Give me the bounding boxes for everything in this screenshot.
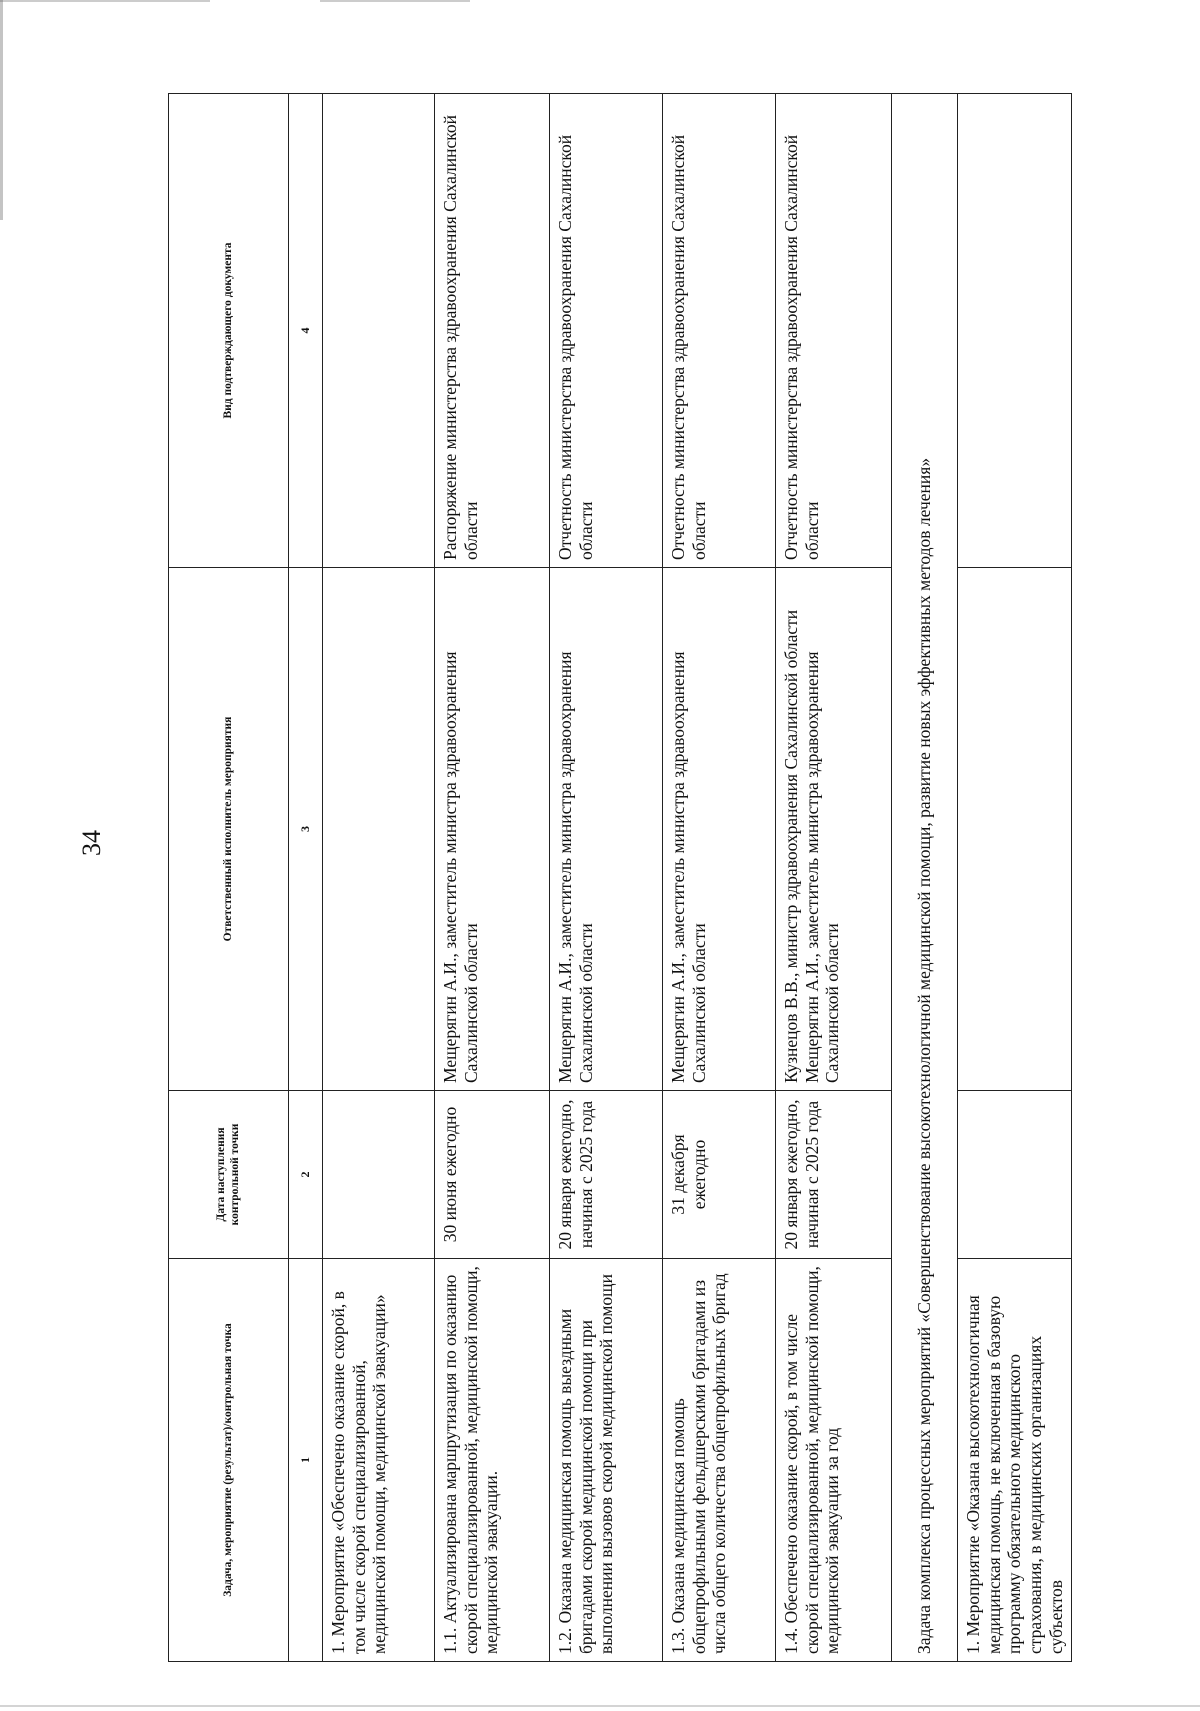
row-document-cell: Отчетность министерства здравоохранения Сахалинской области — [663, 94, 776, 568]
row-executor-cell: Мещерягин А.И., заместитель министра здравоохранения Сахалинской области — [435, 568, 550, 1091]
task-row — [892, 94, 958, 1662]
table-row — [663, 94, 776, 1662]
row-document-cell: Отчетность министерства здравоохранения Сахалинской области — [550, 94, 663, 568]
table-row — [323, 94, 435, 1662]
row-document-cell — [958, 94, 1072, 568]
scan-edge-mark — [0, 1705, 1200, 1707]
row-date-cell: 20 января ежегодно, начиная с 2025 года — [776, 1091, 892, 1259]
column-number: 3 — [289, 568, 323, 1091]
header-date: Дата наступления контрольной точки — [169, 1091, 289, 1259]
row-document-cell — [323, 94, 435, 568]
row-executor-cell: Мещерягин А.И., заместитель министра здравоохранения Сахалинской области — [663, 568, 776, 1091]
row-task-cell: 1.4. Обеспечено оказание скорой, в том числе скорой специализированной, медицинской помощи, медицинской эвакуации за год — [776, 1259, 892, 1662]
row-date-cell — [323, 1091, 435, 1259]
task-heading-cell: Задача комплекса процессных мероприятий «Совершенствование высокотехнологичной медицинской помощи, развитие новых эффективных методов лечения» — [892, 94, 958, 1662]
header-document: Вид подтверждающего документа — [169, 94, 289, 568]
scan-edge-mark — [0, 0, 210, 2]
column-number: 4 — [289, 94, 323, 568]
row-date-cell — [958, 1091, 1072, 1259]
scan-edge-mark — [0, 0, 3, 220]
row-date-cell: 30 июня ежегодно — [435, 1091, 550, 1259]
table-row — [776, 94, 892, 1662]
header-executor: Ответственный исполнитель мероприятия — [169, 568, 289, 1091]
table-row — [958, 94, 1072, 1662]
control-points-table — [168, 93, 1072, 1662]
column-number-row — [289, 94, 323, 1662]
table-header-row — [169, 94, 289, 1662]
row-task-cell: 1.2. Оказана медицинская помощь выездными бригадами скорой медицинской помощи при выполнении вызовов скорой медицинской помощи — [550, 1259, 663, 1662]
executor-line: Мещерягин А.И., заместитель министра здравоохранения Сахалинской области — [801, 651, 843, 1083]
rotated-table-wrapper — [168, 94, 1066, 1662]
row-task-cell: 1. Мероприятие «Оказана высокотехнологичная медицинская помощь, не включенная в базовую программу обязательного медицинского страхования, в медицинских организациях субъектов — [958, 1259, 1072, 1662]
column-number: 1 — [289, 1259, 323, 1662]
row-date-cell: 20 января ежегодно, начиная с 2025 года — [550, 1091, 663, 1259]
scan-edge-mark — [320, 0, 470, 2]
executor-line: Кузнецов В.В., министр здравоохранения Сахалинской области — [781, 609, 801, 1083]
row-executor-cell — [776, 568, 892, 1091]
column-number: 2 — [289, 1091, 323, 1259]
row-document-cell: Отчетность министерства здравоохранения Сахалинской области — [776, 94, 892, 568]
row-date-cell: 31 декабря ежегодно — [663, 1091, 776, 1259]
page-number: 34 — [77, 830, 106, 856]
table-row — [435, 94, 550, 1662]
row-executor-cell — [958, 568, 1072, 1091]
row-task-cell: 1.3. Оказана медицинская помощь общепрофильными фельдшерскими бригадами из числа общего количества общепрофильных бригад — [663, 1259, 776, 1662]
header-task: Задача, мероприятие (результат)/контрольная точка — [169, 1259, 289, 1662]
row-executor-cell — [323, 568, 435, 1091]
row-document-cell: Распоряжение министерства здравоохранения Сахалинской области — [435, 94, 550, 568]
row-task-cell: 1.1. Актуализирована маршрутизация по оказанию скорой специализированной, медицинской помощи, медицинской эвакуации. — [435, 1259, 550, 1662]
row-executor-cell: Мещерягин А.И., заместитель министра здравоохранения Сахалинской области — [550, 568, 663, 1091]
row-task-cell: 1. Мероприятие «Обеспечено оказание скорой, в том числе скорой специализированной, медицинской помощи, медицинской эвакуации» — [323, 1259, 435, 1662]
table-row — [550, 94, 663, 1662]
